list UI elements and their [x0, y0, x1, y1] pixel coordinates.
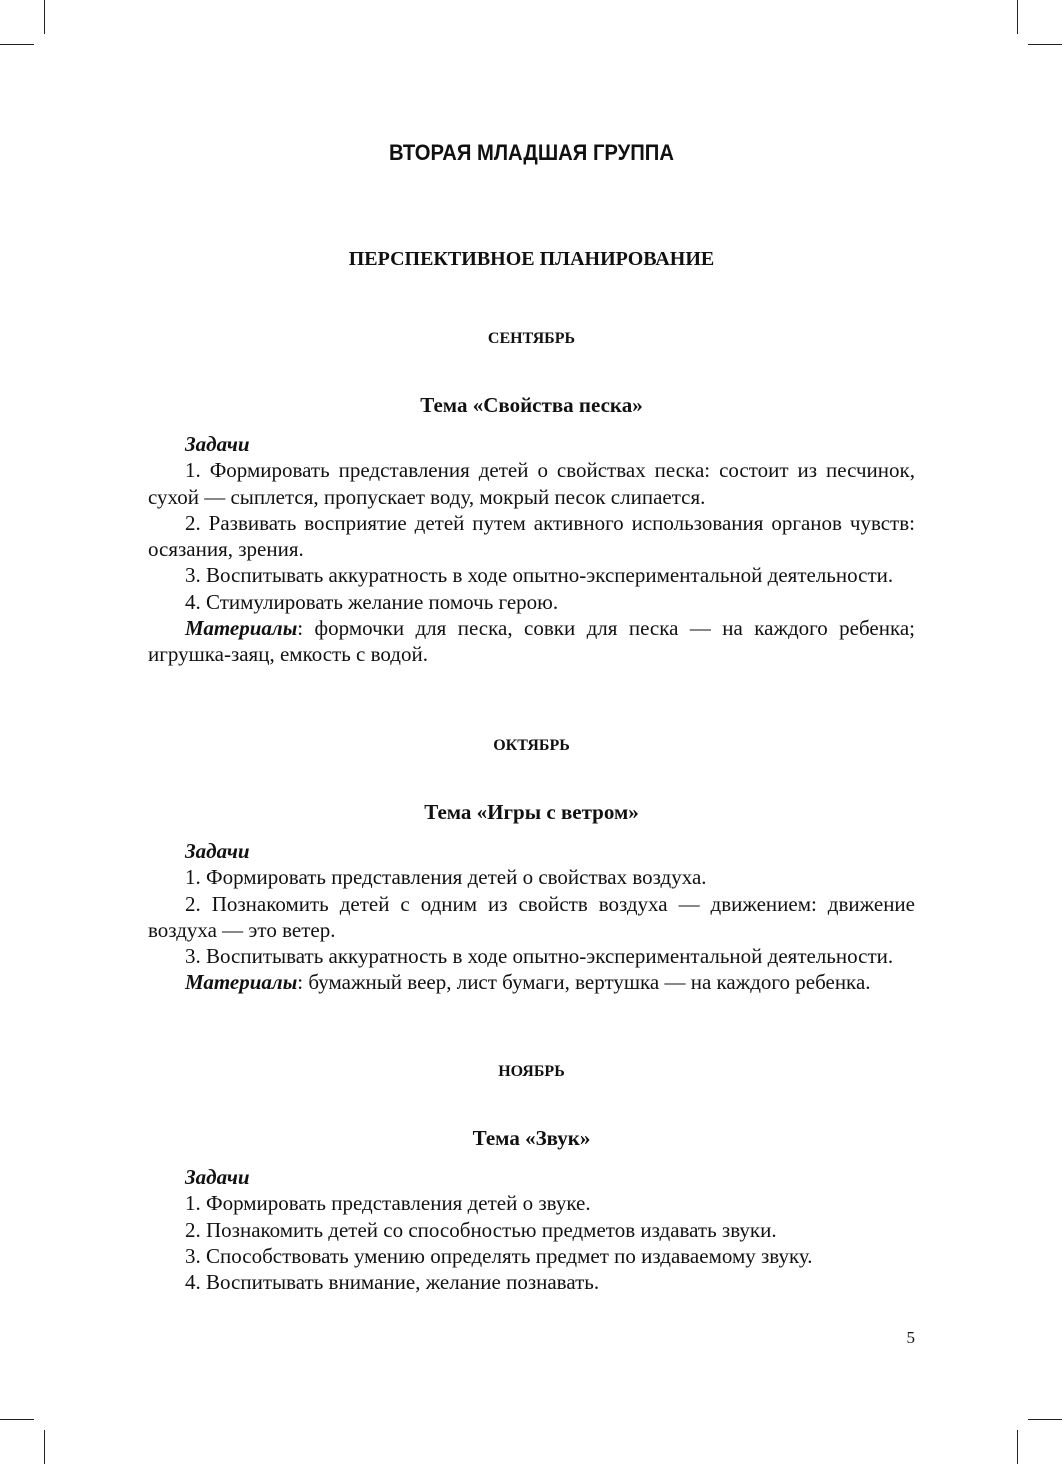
- task-item: 4. Воспитывать внимание, желание познавать.: [185, 1270, 600, 1295]
- month-heading: НОЯБРЬ: [498, 1063, 565, 1080]
- task-item: 1. Формировать представления детей о свойствах воздуха.: [185, 865, 707, 890]
- month-heading: СЕНТЯБРЬ: [487, 330, 576, 347]
- materials-text: : бумажный веер, лист бумаги, вертушка — на каждого ребенка.: [297, 970, 871, 995]
- task-item: 3. Воспитывать аккуратность в ходе опытно-экспериментальной деятельности.: [185, 563, 894, 588]
- group-title: ВТОРАЯ МЛАДШАЯ ГРУППА: [389, 140, 674, 165]
- tasks-label: Задачи: [185, 1165, 250, 1189]
- task-item: 2. Познакомить детей с одним из свойств воздуха — движением: движение воздуха — это ветер.: [148, 891, 915, 942]
- materials-label: Материалы: [185, 970, 298, 995]
- crop-mark: [0, 44, 34, 45]
- section-body: [148, 431, 915, 668]
- task-item: 1. Формировать представления детей о звуке.: [185, 1191, 591, 1216]
- section-body: [148, 838, 915, 996]
- month-heading: ОКТЯБРЬ: [493, 737, 570, 754]
- materials-label: Материалы: [185, 616, 298, 641]
- materials-paragraph: [148, 969, 915, 995]
- tasks-label: Задачи: [185, 432, 250, 456]
- theme-heading: Тема «Звук»: [472, 1126, 591, 1150]
- materials-paragraph: [148, 615, 915, 668]
- crop-mark: [0, 1419, 34, 1420]
- task-item: 4. Стимулировать желание помочь герою.: [185, 589, 559, 614]
- crop-mark: [1028, 1419, 1062, 1420]
- task-item: 3. Воспитывать аккуратность в ходе опытно-экспериментальной деятельности.: [185, 944, 894, 969]
- plan-title: ПЕРСПЕКТИВНОЕ ПЛАНИРОВАНИЕ: [348, 248, 715, 270]
- crop-mark: [1028, 44, 1062, 45]
- page-number: 5: [906, 1328, 915, 1347]
- task-item: 1. Формировать представления детей о свойствах песка: состоит из песчинок, сухой — сыплется, пропускает воду, мокрый песок слипается.: [148, 458, 915, 509]
- crop-mark: [1017, 0, 1018, 34]
- crop-mark: [1017, 1430, 1018, 1464]
- theme-heading: Тема «Свойства песка»: [420, 393, 643, 417]
- crop-mark: [44, 1430, 45, 1464]
- materials-text: : формочки для песка, совки для песка — на каждого ребенка; игрушка-заяц, емкость с водой.: [148, 616, 915, 667]
- section-body: [148, 1164, 915, 1295]
- task-item: 2. Развивать восприятие детей путем активного использования органов чувств: осязания, зрения.: [148, 510, 915, 562]
- task-item: 2. Познакомить детей со способностью предметов издавать звуки.: [185, 1217, 777, 1242]
- tasks-label: Задачи: [185, 839, 250, 863]
- theme-heading: Тема «Игры с ветром»: [424, 800, 639, 824]
- crop-mark: [44, 0, 45, 34]
- task-item: 3. Способствовать умению определять предмет по издаваемому звуку.: [185, 1243, 813, 1268]
